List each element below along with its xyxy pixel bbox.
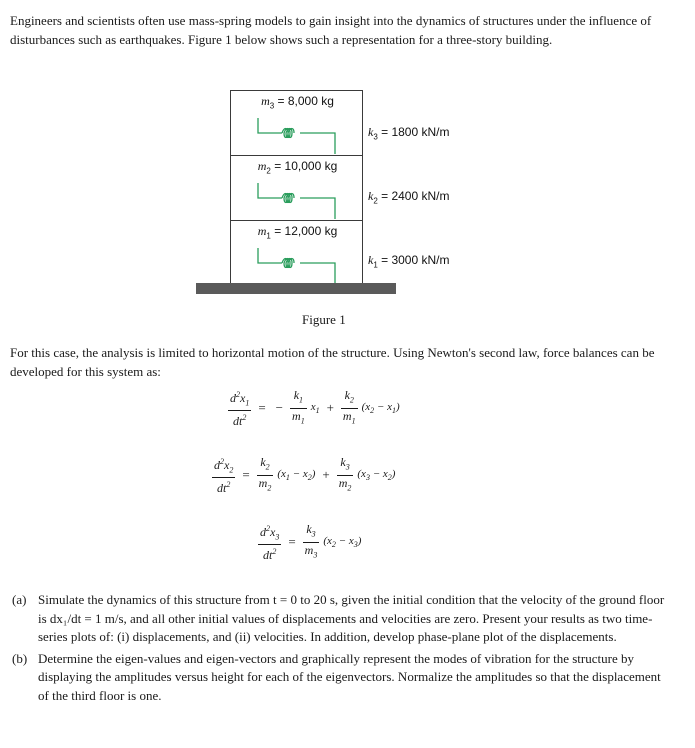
question-a-text: Simulate the dynamics of this structure from t = 0 to 20 s, given the initial condition that the velocity of the ground floor is dx₁/dt = 1 m/s, and all other initial values of displacements and velocities are zero. Present your results as two time-series plots of: (i) displacements, and (ii) velocities. In addition, develop phase-plane plot of the displacements. <box>38 592 665 644</box>
k2-label: $k_2 = 2400$ kN/m <box>368 189 450 206</box>
mass-1-label: $m_1 = 12,000$ kg <box>257 224 338 241</box>
question-b-mark: (b) <box>12 650 28 666</box>
equation-2: $\frac{d^2x_2}{dt^2}$ = $\frac{k_2}{m_2}$ $(x_1 - x_2)$ + $\frac{k_3}{m_2}$ $(x_3 - x_2)$ <box>214 455 396 496</box>
k1-label: $k_1 = 3000$ kN/m <box>368 253 450 270</box>
eq1-lhs-fraction: $\frac{d^2x_1}{dt^2}$ <box>230 390 250 429</box>
eq2-lhs-fraction: $\frac{d^2x_2}{dt^2}$ <box>214 457 234 496</box>
question-b <box>10 650 670 706</box>
spring-3-icon <box>258 118 335 154</box>
spring-2-icon <box>258 183 335 219</box>
analysis-paragraph: For this case, the analysis is limited to horizontal motion of the structure. Using Newton's second law, force balances can be developed for this system as: <box>10 345 655 379</box>
spring-1-icon <box>258 248 335 283</box>
intro-paragraph: Engineers and scientists often use mass-spring models to gain insight into the dynamics of structures under the influence of disturbances such as earthquakes. Figure 1 below shows such a representation for a three-story building. <box>10 13 652 47</box>
questions-list <box>10 591 670 708</box>
springs-drawing <box>230 90 370 290</box>
mass-3-label: $m_3 = 8,000$ kg <box>261 94 334 111</box>
figure-1 <box>0 0 695 340</box>
eq1-k2-fraction: $\frac{k_2}{m_1}$ <box>342 388 356 426</box>
eq1-k1-fraction: $\frac{k_1}{m_1}$ <box>292 388 305 426</box>
question-a-mark: (a) <box>12 592 27 607</box>
eq3-lhs-fraction: $\frac{d^2x_3}{dt^2}$ <box>260 524 280 563</box>
equation-3: $\frac{d^2x_3}{dt^2}$ = $\frac{k_3}{m_3}$ $(x_2 - x_3)$ <box>260 522 362 563</box>
eq3-k3-fraction: $\frac{k_3}{m_3}$ <box>304 522 318 560</box>
mass-2-label: $m_2 = 10,000$ kg <box>257 159 338 176</box>
k3-label: $k_3 = 1800$ kN/m <box>368 125 450 142</box>
ground-slab <box>196 283 396 294</box>
eq2-k3-fraction: $\frac{k_3}{m_2}$ <box>338 455 352 493</box>
question-a <box>10 591 670 647</box>
equation-1: $\frac{d^2x_1}{dt^2}$ = − $\frac{k_1}{m_1}$ $x_1$ + $\frac{k_2}{m_1}$ $(x_2 - x_1)$ <box>230 388 400 429</box>
question-b-text: Determine the eigen-values and eigen-vectors and graphically represent the modes of vibration for the structure by displaying the amplitudes versus height for each of the eigenvectors. Normalize the amplitudes so that the displacement of the third floor is one. <box>38 650 661 703</box>
eq2-k2-fraction: $\frac{k_2}{m_2}$ <box>258 455 272 493</box>
figure-caption: Figure 1 <box>302 312 346 327</box>
